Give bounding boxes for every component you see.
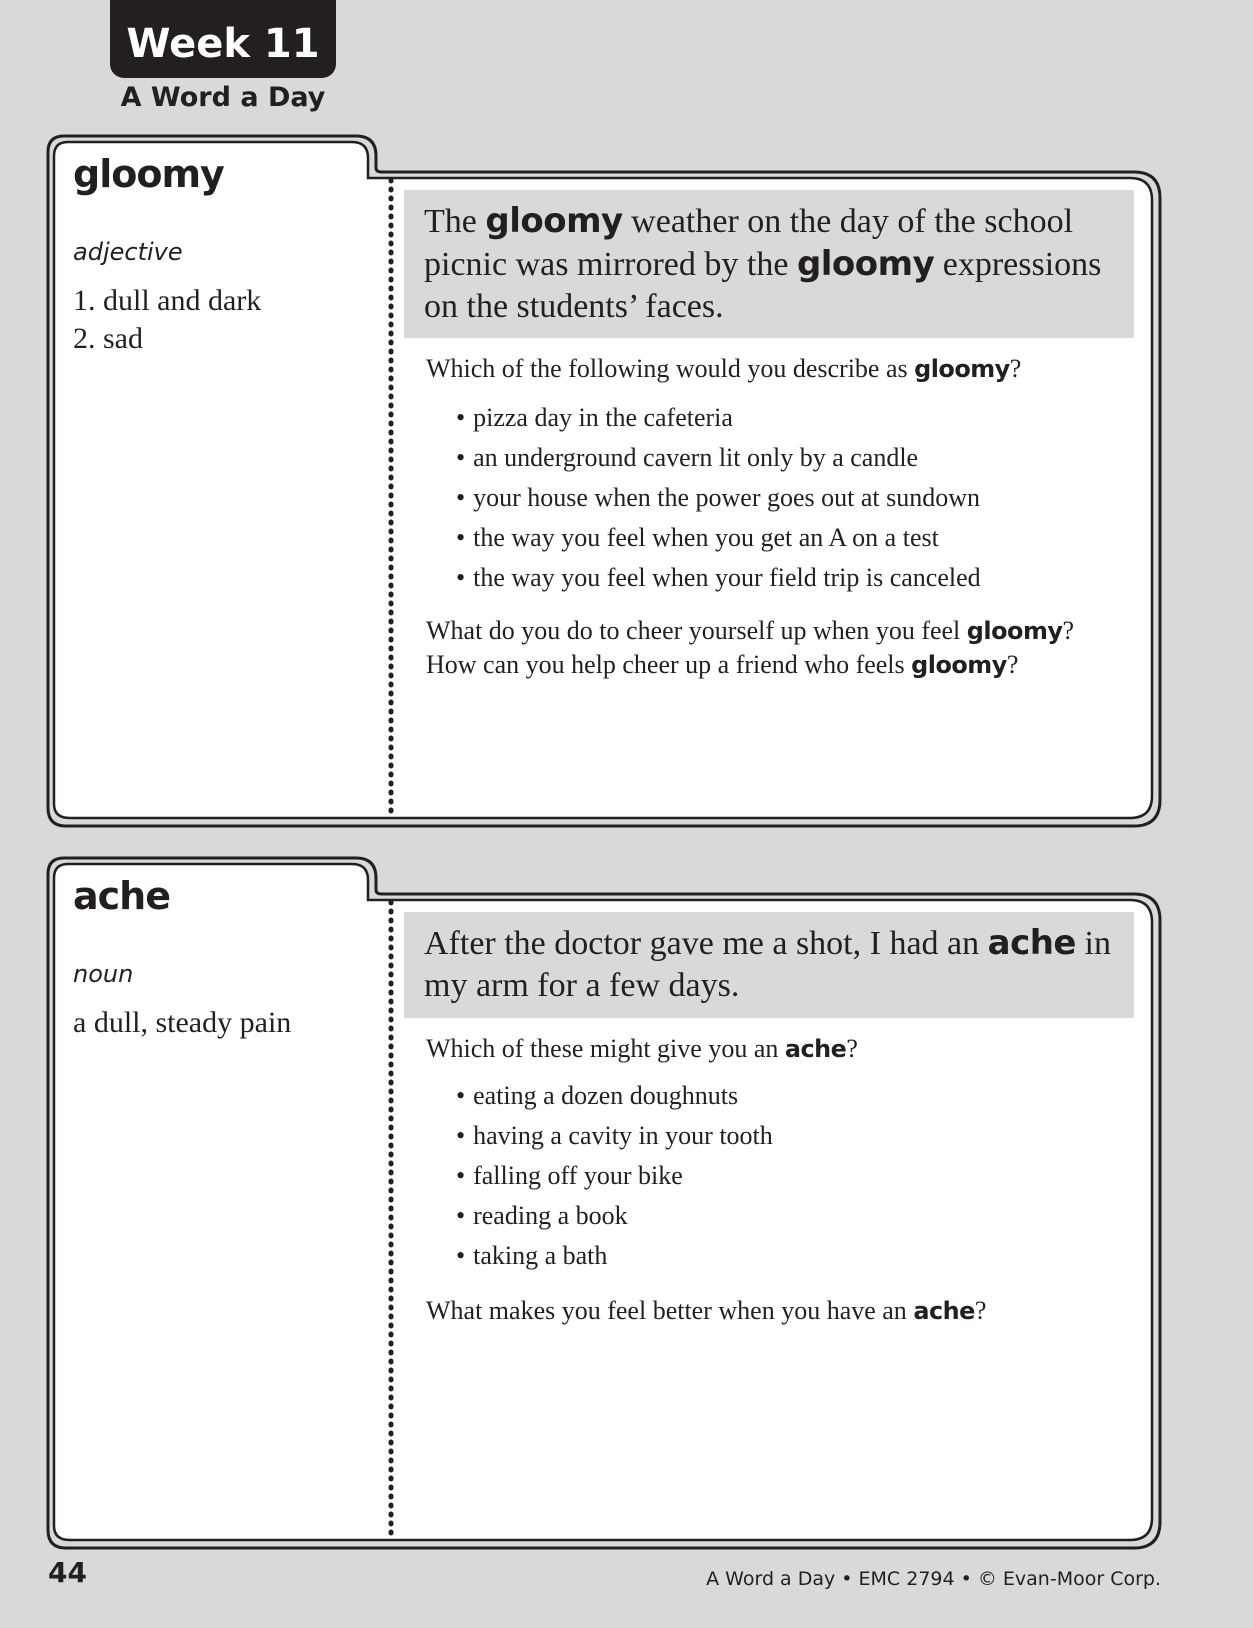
definition-item: a dull, steady pain (73, 1006, 292, 1039)
part-of-speech: adjective (73, 238, 183, 266)
list-item: • having a cavity in your tooth (456, 1116, 773, 1156)
definition-item: 1. dull and dark (73, 284, 262, 317)
list-item: • an underground cavern lit only by a candle (456, 438, 981, 478)
question-2b: How can you help cheer up a friend who feels gloomy? (426, 650, 1019, 679)
highlight-word: ache (987, 923, 1076, 963)
word-card-ache (46, 856, 1162, 1550)
word-title: gloomy (73, 152, 224, 196)
list-item: • the way you feel when you get an A on a test (456, 518, 981, 558)
list-item: • your house when the power goes out at sundown (456, 478, 981, 518)
week-tab (110, 0, 336, 78)
part-of-speech: noun (73, 960, 134, 988)
list-item: • pizza day in the cafeteria (456, 398, 981, 438)
example-sentence: After the doctor gave me a shot, I had an ache in my arm for a few days. (404, 912, 1134, 1018)
list-item: • the way you feel when your field trip is canceled (456, 558, 981, 598)
footer-credit: A Word a Day • EMC 2794 • © Evan-Moor Corp. (706, 1568, 1161, 1590)
week-label: Week 11 (126, 21, 320, 67)
list-item: • eating a dozen doughnuts (456, 1076, 773, 1116)
question-2a: What makes you feel better when you have an ache? (426, 1296, 987, 1325)
word-card-gloomy (46, 134, 1162, 828)
bullet-list (456, 1076, 773, 1276)
example-sentence: The gloomy weather on the day of the school picnic was mirrored by the gloomy expressions on the students’ faces. (404, 190, 1134, 338)
question-1: Which of these might give you an ache? (426, 1034, 858, 1063)
list-item: • reading a book (456, 1196, 773, 1236)
list-item: • falling off your bike (456, 1156, 773, 1196)
definition-list (73, 282, 261, 358)
highlight-word: gloomy (796, 244, 935, 284)
word-title: ache (73, 874, 170, 918)
bullet-list (456, 398, 981, 598)
definition-list (73, 1004, 291, 1042)
highlight-word: gloomy (485, 201, 623, 241)
question-2a: What do you do to cheer yourself up when you feel gloomy? (426, 616, 1074, 645)
list-item: • taking a bath (456, 1236, 773, 1276)
page-subtitle: A Word a Day (120, 82, 326, 113)
page-number: 44 (48, 1556, 87, 1589)
definition-item: 2. sad (73, 322, 143, 355)
question-1: Which of the following would you describe as gloomy? (426, 354, 1022, 383)
